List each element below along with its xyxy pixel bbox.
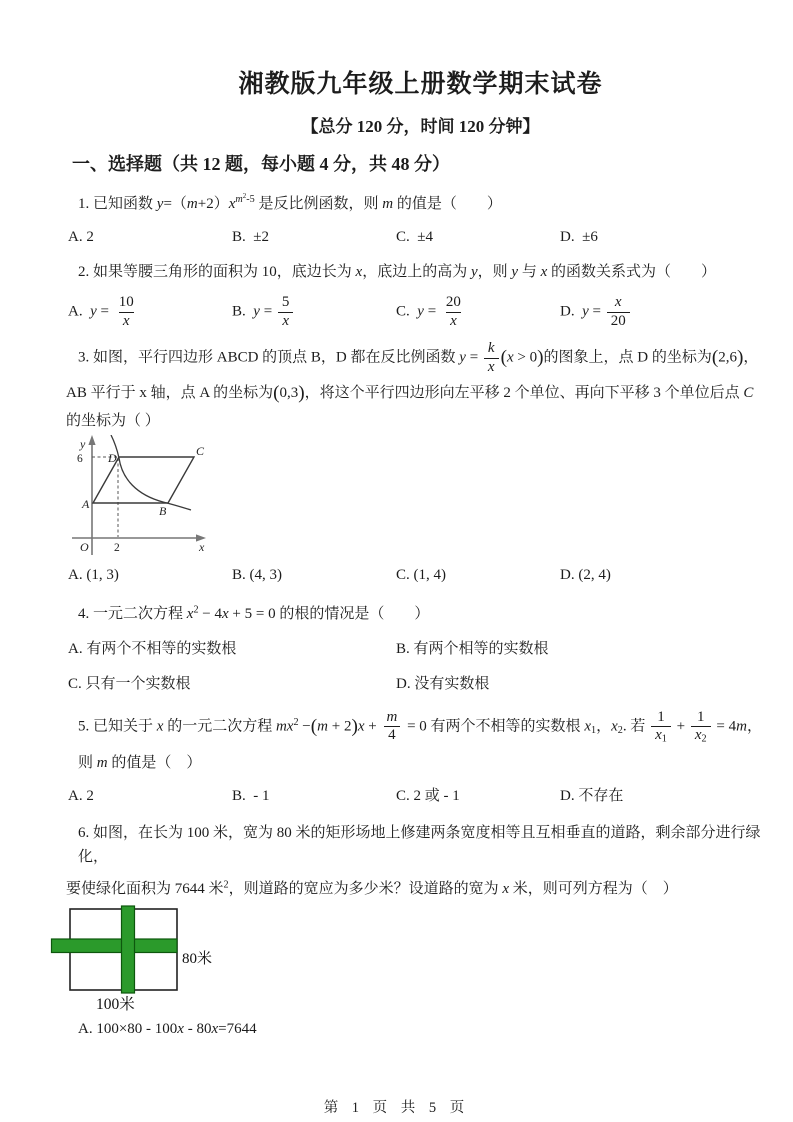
x-axis-label: x bbox=[199, 539, 205, 554]
origin-label: O bbox=[80, 539, 89, 554]
question-1-option-b: B. ±2 bbox=[232, 229, 269, 245]
tick-2-label: 2 bbox=[114, 541, 120, 554]
question-2-option-c: C. y = $\frac{20}{x}$ bbox=[396, 294, 461, 329]
question-3-option-c: C. (1, 4) bbox=[396, 566, 446, 583]
question-4-option-a: A. 有两个不相等的实数根 bbox=[68, 640, 237, 657]
question-3-option-d: D. (2, 4) bbox=[560, 566, 611, 583]
question-2-option-d: D. y = $\frac{x}{20}$ bbox=[560, 294, 775, 330]
question-6-stem-line2: 要使绿化面积为 7644 米$^2$，则道路的宽应为多少米？设道路的宽为 x 米，则可列方程为（ ） bbox=[66, 879, 678, 898]
question-4-option-d: D. 没有实数根 bbox=[396, 675, 490, 692]
question-4-options-row1 bbox=[66, 638, 775, 660]
question-2-options bbox=[66, 294, 775, 330]
question-1-option-a: A. 2 bbox=[68, 229, 94, 245]
question-6-stem-line1: 6. 如图，在长为 100 米，宽为 80 米的矩形场地上修建两条宽度相等且互相垂直的道路，剩余部分进行绿化， bbox=[78, 825, 761, 866]
question-4-option-c: C. 只有一个实数根 bbox=[68, 675, 191, 692]
hyperbola-curve bbox=[111, 435, 191, 510]
question-6-roads-figure bbox=[50, 905, 280, 1017]
question-5-option-a: A. 2 bbox=[68, 788, 94, 805]
question-3-stem-line2: AB 平行于 x 轴，点 A 的坐标为(0,3)，将这个平行四边形向左平移 2 个单位、再向下平移 3 个单位后点 C bbox=[66, 382, 754, 404]
question-4-stem: 4. 一元二次方程 $x^2 - 4x + 5 = 0$ 的根的情况是（ ） bbox=[78, 604, 430, 622]
question-3-coordinate-graph bbox=[72, 435, 232, 558]
point-c-label: C bbox=[196, 443, 205, 458]
question-5-options bbox=[66, 785, 775, 807]
question-5-option-d: D. 不存在 bbox=[560, 788, 624, 805]
question-4-option-b: B. 有两个相等的实数根 bbox=[396, 640, 549, 657]
question-3-option-a: A. (1, 3) bbox=[68, 566, 119, 583]
point-d-label: D bbox=[108, 450, 117, 465]
question-5-option-c: C. 2 或 - 1 bbox=[396, 788, 460, 805]
exam-subtitle: 【总分 120 分，时间 120 分钟】 bbox=[301, 117, 540, 136]
y-axis-label: y bbox=[80, 436, 86, 451]
section-heading: 一、选择题（共 12 题，每小题 4 分，共 48 分） bbox=[72, 154, 450, 174]
question-5-stem-line2: 则 m 的值是（ ） bbox=[78, 755, 202, 772]
question-2-stem: 2. 如果等腰三角形的面积为 10，底边长为 x，底边上的高为 y，则 y 与 x 的函数关系式为（ ） bbox=[78, 264, 717, 280]
question-1-options bbox=[66, 226, 775, 248]
tick-6-label: 6 bbox=[77, 452, 83, 465]
question-1-option-d: D. ±6 bbox=[560, 229, 598, 245]
y-axis-arrow bbox=[88, 435, 95, 445]
point-b-label: B bbox=[159, 503, 167, 518]
question-3-options bbox=[66, 564, 775, 586]
question-1-stem: 1. 已知函数 $y=(m+2)x^{m^2-5}$ 是反比例函数，则 m 的值是（ ） bbox=[78, 193, 502, 212]
question-5-stem-line1: 5. 已知关于 x 的一元二次方程 $mx^2 -(m + 2)x$ + $\frac{m}{4}$ = 0 有两个不相等的实数根 $x_1$，$x_2$. 若 $\frac{1}{x_1}$ + $\frac{1}{x_2}$ = 4m， bbox=[78, 708, 762, 745]
horizontal-road bbox=[52, 939, 178, 953]
question-2-option-b: B. y = $\frac{5}{x}$ bbox=[232, 294, 396, 330]
question-3-stem-line1: 3. 如图，平行四边形 ABCD 的顶点 B，D 都在反比例函数 y = $\frac{k}{x}$ (x > 0)的图象上，点 D 的坐标为(2,6)， bbox=[78, 340, 759, 376]
question-4-options-row2 bbox=[66, 673, 775, 695]
length-label: 100米 bbox=[96, 996, 135, 1014]
question-3-option-b: B. (4, 3) bbox=[232, 566, 282, 583]
question-1-option-c: C. ±4 bbox=[396, 229, 433, 245]
page-title: 湘教版九年级上册数学期末试卷 bbox=[238, 71, 603, 98]
question-6-option-a: A. 100×80 - 100x - 80x=7644 bbox=[78, 1021, 257, 1038]
question-5-option-b: B. - 1 bbox=[232, 788, 270, 805]
question-2-option-a: A. y = $\frac{10}{x}$ bbox=[68, 294, 134, 329]
vertical-road bbox=[122, 906, 135, 993]
point-a-label: A bbox=[82, 496, 90, 511]
page-footer: 第 1 页 共 5 页 bbox=[323, 1100, 470, 1116]
width-label: 80米 bbox=[182, 951, 213, 968]
question-3-stem-line3: 的坐标为（ ） bbox=[66, 412, 160, 429]
